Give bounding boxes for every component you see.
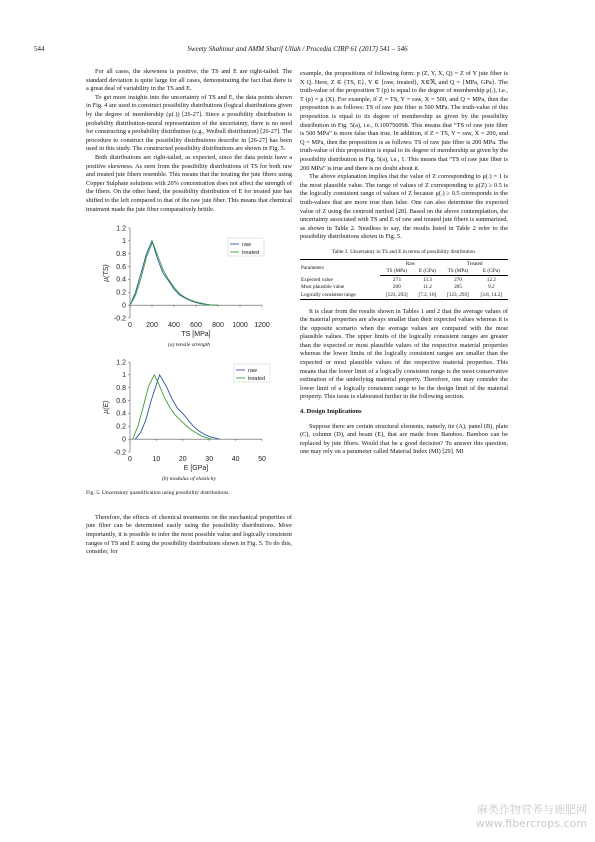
- table-cell: 9.2: [488, 284, 495, 291]
- table-header-treated: Treated: [441, 260, 508, 268]
- y-tick-label: 1.2: [116, 358, 126, 366]
- y-tick-label: 0.6: [116, 263, 126, 271]
- y-tick-label: 0.4: [116, 276, 126, 284]
- x-tick-label: 800: [212, 322, 224, 330]
- table-row-label: Expected value: [301, 276, 333, 283]
- legend-label-treated: treated: [248, 375, 266, 382]
- table-cell: 273: [392, 276, 401, 283]
- table-cell: 205: [454, 284, 462, 291]
- x-tick-label: 0: [128, 322, 132, 330]
- paragraph: Both distributions are right-tailed, as expected, since the data points have a positive skewness. As seen from the possibility distributions of TS for both raw and treated jute fibers resemble. This means that the treating the jute fibers using Copper Sulphate solutions with 20% concentration does not affect the strength of the fibers. On the other hand, the possibility distribution of E for treated jute has shifted to the left compared to that of the raw jute fiber. This means that chemical treatment made the jute fiber comparatively brittle.: [86, 153, 292, 213]
- chart-svg-ts: [86, 222, 292, 340]
- table-subheader: E (GPa): [413, 268, 441, 276]
- table-cell: 11.2: [422, 284, 432, 291]
- x-tick-label: 40: [231, 455, 240, 463]
- y-tick-label: 1.2: [116, 225, 126, 233]
- table-row: [300, 276, 508, 284]
- x-tick-label: 30: [205, 455, 214, 463]
- y-tick-label: 0.2: [116, 289, 126, 297]
- y-tick-label: -0.2: [113, 448, 126, 456]
- table-cell: [7.2, 16]: [413, 291, 441, 299]
- uncertainty-table: [300, 259, 508, 299]
- chart-svg-e: [86, 356, 292, 474]
- page-number: 544: [34, 45, 45, 53]
- x-tick-label: 400: [168, 322, 180, 330]
- table-caption: Table 2. Uncertainty in TS and E in terms of possibility distribution.: [331, 248, 477, 255]
- table-subheader: TS (MPa): [441, 268, 474, 276]
- y-tick-label: 0.8: [116, 251, 126, 259]
- y-tick-label: 1: [122, 238, 126, 246]
- watermark-line: 麻类作物营养与施肥网: [477, 803, 587, 816]
- chart-tensile-strength: [86, 222, 292, 340]
- x-tick-label: 20: [178, 455, 187, 463]
- right-column: [300, 70, 508, 457]
- figure-caption: Fig. 5. Uncertainty quantification using possibility distributions.: [86, 490, 230, 497]
- y-axis-label: μ(TS): [103, 264, 110, 282]
- chart-modulus-elasticity: [86, 356, 292, 474]
- paragraph: example, the propositions of following form: p (Z, Y, X, Q) = Z of Y jute fiber is X Q. Here, Z ∈ {TS, E}, Y ∈ {raw, treated}, X∈ℜ, and Q = {MPa, GPa}. The truth-value of the proposition T (p) is equal to the degree of membership μ(.), i.e., T (p) = μ (X). For example, if Z = TS, Y = raw, X = 500, and Q = MPa, then the proposition is as follows: TS of raw jute fiber is 500 MPa. The truth-value of this proposition is equal to its degree of membership as given by the possibility distribution in Fig. 5(a), i.e., 0.109756098. This means that “TS of raw jute fiber is 500 MPa” is more false than true. In addition, if Z = TS, Y = raw, X = 200, and Q = MPa, then the proposition is as follows: TS of raw jute fiber is 200 MPa. The truth-value of this proposition is equal to its degree of membership as given by the possibility distribution in Fig. 5(a), i.e., 1. This means that “TS of raw jute fiber is 200 MPa” is true and there is no doubt about it.: [300, 70, 508, 172]
- series-line-treated: [133, 375, 212, 439]
- table-cell: 200: [392, 284, 401, 291]
- y-tick-label: 0.8: [116, 384, 126, 392]
- watermark: [476, 801, 587, 830]
- table-row: [300, 291, 508, 299]
- table-subheader: TS (MPa): [380, 268, 413, 276]
- table-cell: 12.2: [486, 276, 496, 283]
- x-tick-label: 0: [128, 455, 132, 463]
- x-tick-label: 10: [152, 455, 161, 463]
- table-subheader: E (GPa): [475, 268, 508, 276]
- table-cell: [123, 293]: [380, 291, 413, 299]
- paragraph: The above explanation implies that the value of Z corresponding to μ(.) = 1 is the most plausible value. The range of values of Z corresponding to μ(Z) ≥ 0.5 is the logically consistent range of values of Z because μ(.) ≥ 0.5 corresponds to the truth-values that are more true than false. One can also determine the expected value of Z using the centroid method [28]. Based on the above contemplation, the uncertainty associated with TS and E of raw and treated jute fibers is summarized, as shown in Table 2. Needless to say, the results listed in Table 2 refer to the possibility distributions shown in Fig. 5.: [300, 173, 508, 241]
- y-tick-label: 0.6: [116, 397, 126, 405]
- legend-label-raw: raw: [248, 367, 257, 374]
- table-header-raw: Raw: [380, 260, 441, 268]
- paragraph: It is clear from the results shown in Tables 1 and 2 that the average values of the material properties are always smaller than their expected values whereas it is the opposite scenario when the average values are compared with the most plausible values. The upper limits of the logically consistent ranges are greater than the expected or most plausible values of the respective material properties whereas the lower limits of the logically consistent ranges are smaller than the expected or most plausible values of the respective material properties. This means that the lower limit of a logically consistent range is the most conservative estimation of the underlying material property. Therefore, one may consider the lower limit of a logically consistent range to be the design limit of the material property. This issue is elaborated further in the following section.: [300, 307, 508, 401]
- y-tick-label: 0: [122, 436, 126, 444]
- figure-b-label: (b) modulus of elasticity: [161, 475, 217, 482]
- paragraph: Suppose there are certain structural elements, namely, tie (A), panel (B), plate (C), column (D), and beam (E), that are made from Bamboo. Bamboo can be replaced by jute fibers. Would that be a good decision? To answer this question, one may rely on a parameter called Material Index (MI) [29]. MI: [300, 422, 508, 456]
- series-line-treated: [130, 242, 218, 305]
- running-head: Sweety Shahinur and AMM Sharif Ullah / Procedia CIRP 61 (2017) 541 – 546: [187, 45, 408, 53]
- paragraph: Therefore, the effects of chemical treatments on the mechanical properties of jute fiber can be determined easily using the possibility distributions. More importantly, it is possible to infer the most possible value and logically consistent ranges of TS and E using the possibility distributions shown in Fig. 5. To do this, consider, for: [86, 513, 292, 556]
- y-axis-label: μ(E): [103, 400, 110, 414]
- paragraph: For all cases, the skewness is positive, the TS and E are right-tailed. The standard deviation is quite large for all cases, demonstrating the fact that there is a great deal of variability in the TS and E.: [86, 68, 292, 93]
- table-row-label: Logically consistent range: [300, 291, 380, 299]
- x-tick-label: 1200: [254, 322, 270, 330]
- table-cell: 13.3: [422, 276, 432, 283]
- y-tick-label: 1: [122, 371, 126, 379]
- x-tick-label: 50: [258, 455, 266, 463]
- table-header-parameters: Parameters: [300, 260, 380, 276]
- watermark-url: www.fibercrops.com: [475, 817, 587, 830]
- x-tick-label: 1000: [232, 322, 248, 330]
- table-cell: [3.8, 14.2]: [475, 291, 508, 299]
- y-tick-label: 0.2: [116, 423, 126, 431]
- paragraph: To get more insights into the uncertainty of TS and E, the data points shown in Fig. 4 are used to construct possibility distributions (logical distributions given by the degree of membership (μ(.)) [26-27]. Since a possibility distribution is probability distribution-neural representation of the uncertainty, there is no need for constructing a probability distribution (e.g., Weibull distribution) [26-27]. The procedure to construct the possibility distributions describe in [26-27] has been used in this study. The constructed possibility distributions are shown in Fig. 5.: [86, 93, 292, 153]
- section-heading: 4. Design Implications: [300, 408, 362, 416]
- y-tick-label: -0.2: [113, 315, 126, 323]
- y-tick-label: 0: [122, 302, 126, 310]
- left-column: [86, 68, 292, 557]
- table-cell: 270: [454, 276, 462, 283]
- table-cell: [123, 293]: [441, 291, 474, 299]
- series-line-raw: [130, 241, 218, 305]
- table-row-label: Most plausible value: [301, 284, 345, 291]
- x-axis-label: TS [MPa]: [181, 331, 211, 339]
- figure-a-label: (a) tensile strength: [167, 342, 211, 349]
- x-tick-label: 600: [190, 322, 202, 330]
- table-row: [300, 284, 508, 291]
- series-line-raw: [135, 375, 219, 439]
- legend-label-treated: treated: [242, 250, 260, 257]
- x-tick-label: 200: [146, 322, 158, 330]
- legend-label-raw: raw: [242, 242, 251, 249]
- y-tick-label: 0.4: [116, 410, 126, 418]
- figure-5: [86, 222, 292, 498]
- x-axis-label: E [GPa]: [183, 464, 209, 472]
